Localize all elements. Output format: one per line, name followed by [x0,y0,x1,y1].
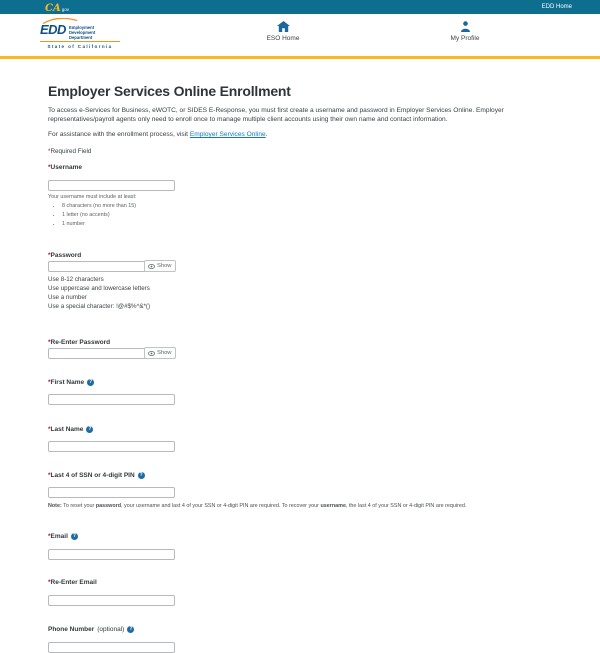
password-group [48,252,555,311]
assistance-line [48,131,555,138]
username-rule: • 1 number [62,222,555,228]
show-password-label: Show [156,350,172,357]
edd-logo-dept-line: Development [68,30,96,35]
edd-logo-state-line: State of California [40,41,120,49]
help-icon[interactable]: ? [72,533,76,540]
first-name-input[interactable] [48,394,175,405]
username-rules-list [62,204,555,228]
help-icon[interactable]: ? [88,425,92,432]
top-utility-bar [0,0,600,14]
username-rule: • 8 characters (no more than 15) [62,204,555,210]
intro-paragraph: To access e-Services for Business, eWOTC, or SIDES E-Response, you must first create a username and password in Employer Services Online. Employer representatives/payroll agents only need to enroll once to manage multiple client accounts using their own name and contact information. [48,107,504,124]
reenter-password-input-group [48,348,175,359]
password-rule: Use 8-12 characters [48,275,104,283]
password-rule: Use a number [48,293,87,301]
last-name-group [48,426,555,453]
required-asterisk: * [48,579,51,587]
ca-gov-logo-suffix: gov [61,7,69,12]
nav-eso-home[interactable] [241,21,325,42]
username-label: *Username [48,164,82,172]
required-asterisk: * [48,533,51,541]
nav-my-profile[interactable] [423,21,507,42]
person-icon [460,21,471,32]
reenter-password-input[interactable] [49,349,144,358]
ssn-pin-note: Note: To reset your password, your username and last 4 of your SSN or 4-digit PIN are required. To recover your username, the last 4 of your SSN or 4-digit PIN are required. [48,502,467,509]
home-icon [277,21,290,32]
eye-icon [148,351,155,356]
phone-label: Phone Number [48,626,95,634]
required-asterisk: * [48,378,51,386]
ca-gov-logo-script: CA [45,3,61,14]
show-password-label: Show [156,263,172,270]
username-rule: • 1 letter (no accents) [62,213,555,219]
password-rule: Use uppercase and lowercase letters [48,284,150,292]
last-name-input[interactable] [48,441,175,452]
reenter-email-input[interactable] [48,595,175,606]
required-field-label: Required Field [50,148,92,156]
ssn-pin-input[interactable] [48,487,175,498]
employer-services-online-link[interactable]: Employer Services Online [189,131,266,139]
required-asterisk: * [48,338,51,346]
password-input-group [48,261,175,272]
assistance-suffix: . [265,131,268,139]
edd-logo-dept-line: Employment [68,25,95,30]
first-name-label: *First Name [48,378,85,386]
edd-logo-dept-line: Department [68,35,93,40]
password-label: *Password [48,251,82,259]
eye-icon [148,264,155,269]
username-hint-title: Your username must include at least: [48,194,137,201]
nav-my-profile-label: My Profile [450,35,480,42]
username-group [48,164,555,228]
password-input[interactable] [49,262,144,271]
last-name-label: *Last Name [48,425,84,433]
edd-logo-acronym: EDD [40,22,66,37]
main-content [0,59,600,653]
help-icon[interactable]: ? [89,378,93,385]
show-password-button[interactable] [144,260,176,272]
required-asterisk: * [48,164,51,172]
ssn-pin-label: *Last 4 of SSN or 4-digit PIN [48,471,135,479]
email-label: *Email [48,533,68,541]
edd-logo-dept-name [69,24,95,40]
nav-eso-home-label: ESO Home [266,35,300,42]
phone-group [48,626,555,653]
reenter-email-label: *Re-Enter Email [48,579,97,587]
password-rule: Use a special character: !@#$%^&*() [48,302,151,310]
site-header [0,14,600,56]
required-asterisk: * [48,251,51,259]
required-field-note [48,148,555,155]
password-rules [48,275,555,311]
email-group [48,533,555,560]
page-title: Employer Services Online Enrollment [48,83,291,99]
assistance-prefix: For assistance with the enrollment process, visit [48,131,190,139]
phone-input[interactable] [48,642,175,653]
username-input[interactable] [48,180,175,191]
edd-home-link[interactable]: EDD Home [541,4,572,10]
required-asterisk: * [48,425,51,433]
help-icon[interactable]: ? [129,626,133,633]
email-input[interactable] [48,549,175,560]
help-icon[interactable]: ? [139,471,143,478]
show-reenter-password-button[interactable] [144,347,176,359]
required-asterisk: * [48,148,51,156]
first-name-group [48,379,555,406]
required-asterisk: * [48,471,51,479]
phone-optional-suffix: (optional) [97,626,125,634]
reenter-password-label: *Re-Enter Password [48,338,111,346]
edd-logo[interactable] [40,18,122,49]
ssn-pin-group [48,472,555,510]
reenter-password-group [48,339,555,359]
reenter-email-group [48,579,555,606]
